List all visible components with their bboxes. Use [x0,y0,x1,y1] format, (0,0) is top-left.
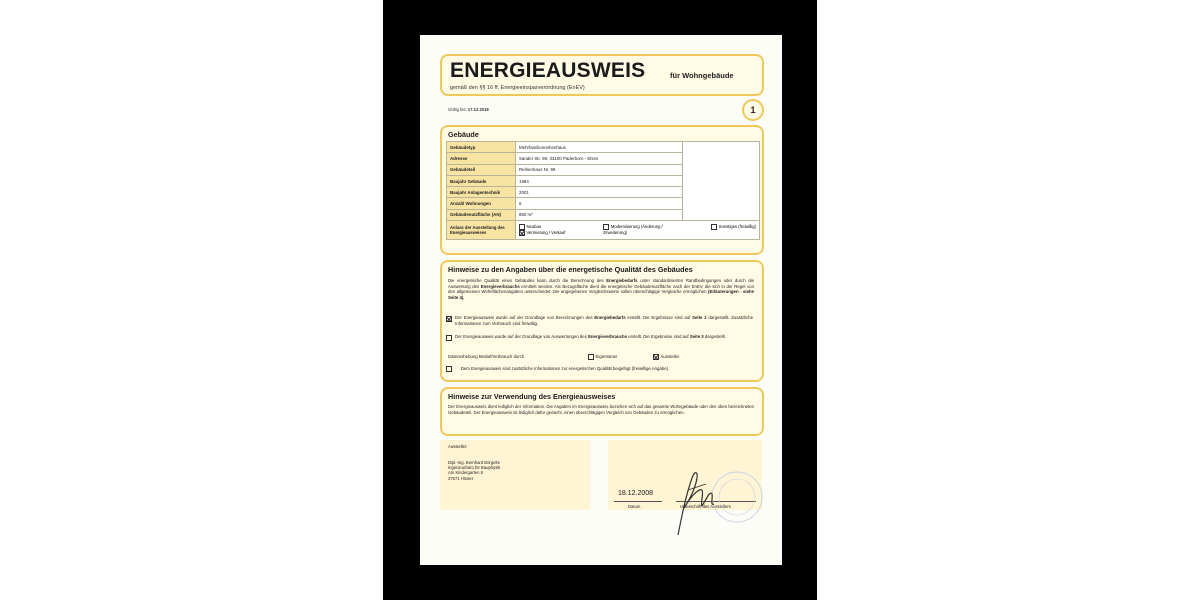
title-box [440,54,764,96]
occasion-row [447,221,760,240]
issuer-address: Dipl.-Ing. Bernhard Borgelte Ingenieurbüro für Bauphysik Am Kindergarten 8 37671 Höxter [448,460,501,481]
date-line [614,501,662,502]
option-verbrauch [446,335,454,341]
hints-intro: Die energetische Qualität eines Gebäudes kann durch die Berechnung des Energiebedarfs unter standardisierten Randbedingungen oder durch die Auswertung des Energieverbrauchs ermittelt werden. Als Bezugsfläche dient die energetische Gebäudenutzfläche nach der EnEV, die sich in der Regel von den allgemeinen Wohnflächenangaben unterscheidet. Die angegebenen Vergleichswerte sollen überschlägige Vergleiche ermöglichen (Erläuterungen - siehe Seite 4). [448,278,754,300]
checkbox[interactable] [603,224,609,230]
issuer-label: Aussteller: [448,444,468,449]
occasion-label: Anlass der Ausstellung des Energieausweises [447,221,516,240]
checkbox-checked[interactable] [446,316,452,322]
option-label: Modernisierung (Änderung / Erweiterung) [603,224,663,236]
issuer-block [440,440,590,510]
row-value: Reihenhaus Nr. 98 [516,164,683,175]
usage-section-title: Hinweise zur Verwendung des Energieausweises [448,392,616,401]
row-value: 1984 [516,175,683,186]
building-photo-area [683,142,760,221]
row-label: Adresse [447,153,516,164]
checkbox[interactable] [446,366,452,372]
law-reference: gemäß den §§ 16 ff. Energieeinsparverordnung (EnEV) [450,85,585,91]
signature-label: Unterschrift des Ausstellers [680,504,731,509]
option-verbrauch-text: Der Energieausweis wurde auf der Grundlage von Auswertungen des Energieverbrauchs erstellt. Die Ergebnisse sind auf Seite 3 dargestellt. [455,334,726,339]
row-label: Anzahl Wohnungen [447,198,516,209]
survey-label: Datenerhebung Bedarf/Verbrauch durch [448,354,525,359]
page-number-badge: 1 [742,99,764,121]
usage-text: Der Energieausweis dient lediglich der Information. Die Angaben im Energieausweis beziehen sich auf das gesamte Wohngebäude oder den oben bezeichneten Gebäudeteil. Der Energieausweis ist lediglich dafür gedacht, einen überschlägigen Vergleich von Gebäuden zu ermöglichen. [448,404,754,415]
checkbox[interactable] [711,224,717,230]
row-value: 6 [516,198,683,209]
handwritten-signature [660,460,730,540]
extra-info-text: Dem Energieausweis sind zusätzliche Informationen zur energetischen Qualität beigefügt (freiwillige Angabe). [460,366,670,372]
usage-section [440,387,764,436]
checkbox-checked[interactable] [653,354,659,360]
row-value: Mehrfamilienreihenhaus [516,142,683,153]
row-value: 2001 [516,187,683,198]
row-value: 860 m² [516,209,683,220]
row-label: Baujahr Anlagentechnik [447,187,516,198]
row-value: Sander Str. 98, 33100 Paderborn - Elsen [516,153,683,164]
building-table [446,141,760,240]
row-label: Gebäudenutzfläche (AN) [447,209,516,220]
date-label: Datum [628,504,641,509]
extra-info-row [446,366,669,372]
document-title-suffix: für Wohngebäude [670,71,734,80]
option-label: Sonstiges (freiwillig) [718,224,756,230]
document-title: ENERGIEAUSWEIS [450,59,646,82]
issue-date: 18.12.2008 [618,490,654,497]
row-label: Gebäudetyp [447,142,516,153]
checkbox[interactable] [446,335,452,341]
row-label: Baujahr Gebäude [447,175,516,186]
hints-section-title: Hinweise zu den Angaben über die energetische Qualität des Gebäudes [448,265,693,274]
survey-row: Datenerhebung Bedarf/Verbrauch durch Eigentümer Aussteller [448,354,680,360]
valid-until [448,107,489,112]
building-section-title: Gebäude [448,130,479,139]
hints-section [440,260,764,382]
building-section [440,125,764,255]
valid-until-label: Gültig bis: [448,107,467,112]
checkbox[interactable] [588,354,594,360]
checkbox-checked[interactable] [519,230,525,236]
option-bedarf-text: Der Energieausweis wurde auf der Grundlage von Berechnungen des Energiebedarfs erstellt. Die Ergebnisse sind auf Seite 2 dargestellt. Zusätzliche Informationen zum Verbrauch sind freiwillig. [455,315,753,326]
option-label: Neubau [526,224,542,230]
table-row [447,142,760,153]
valid-until-value: 17.12.2018 [467,107,489,112]
row-label: Gebäudeteil [447,164,516,175]
option-label: Vermietung / Verkauf [526,230,566,236]
option-bedarf [446,316,454,322]
energy-certificate-page [420,35,782,565]
